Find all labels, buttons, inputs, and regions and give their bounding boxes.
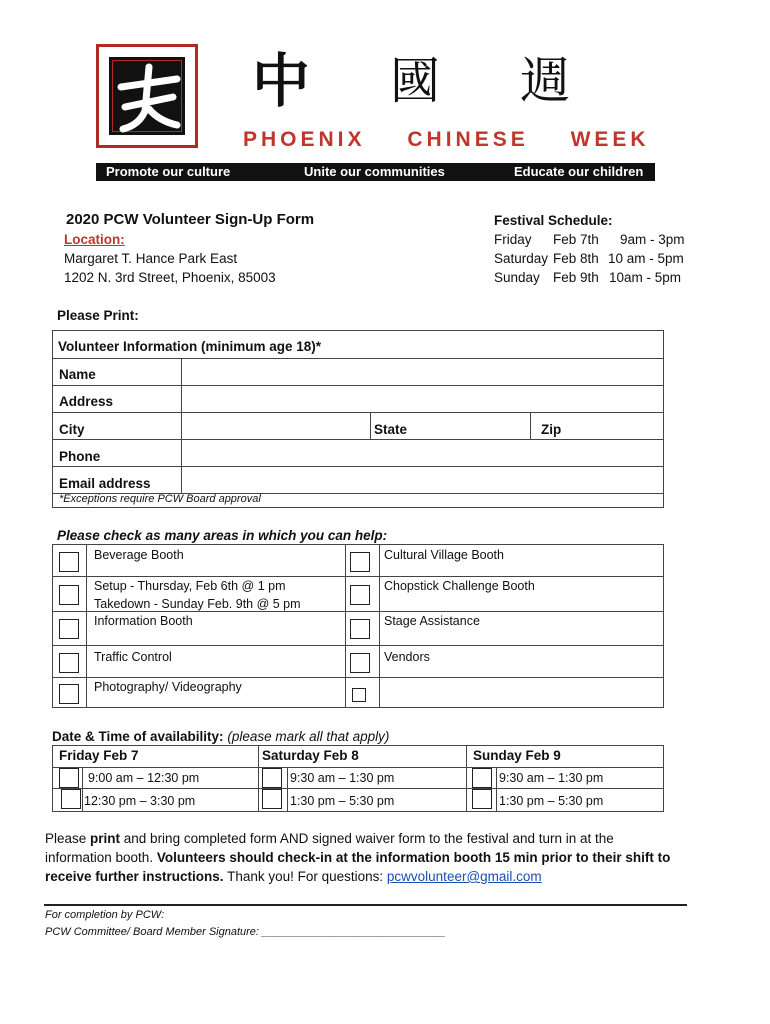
address-label: Address xyxy=(59,394,114,409)
schedule-time: 10 am - 5pm xyxy=(608,251,684,266)
checkbox-sat-slot-1[interactable] xyxy=(262,768,282,788)
schedule-time: 10am - 5pm xyxy=(609,270,682,285)
area-vendors: Vendors xyxy=(384,650,430,664)
form-title: 2020 PCW Volunteer Sign-Up Form xyxy=(66,211,315,228)
day-sunday: Sunday Feb 9 xyxy=(473,748,561,763)
name-field[interactable] xyxy=(182,358,662,384)
address-field[interactable] xyxy=(182,385,662,411)
brand-word-phoenix: PHOENIX xyxy=(243,128,366,151)
area-cultural-village: Cultural Village Booth xyxy=(384,548,504,562)
glyph-guo: 國 xyxy=(390,52,440,110)
availability-heading xyxy=(52,729,389,744)
slot-sat-1: 9:30 am – 1:30 pm xyxy=(290,771,395,785)
schedule-time: 9am - 3pm xyxy=(620,232,685,247)
area-chopstick-challenge: Chopstick Challenge Booth xyxy=(384,579,535,593)
day-saturday: Saturday Feb 8 xyxy=(262,748,359,763)
checkbox-sun-slot-2[interactable] xyxy=(472,789,492,809)
checkbox-fri-slot-2[interactable] xyxy=(61,789,81,809)
availability-title: Date & Time of availability: xyxy=(52,729,224,744)
schedule-date: Feb 9th xyxy=(553,270,599,285)
checkbox-vendors[interactable] xyxy=(350,653,370,673)
schedule-title: Festival Schedule: xyxy=(494,213,613,228)
checkbox-fri-slot-1[interactable] xyxy=(59,768,79,788)
area-stage-assistance: Stage Assistance xyxy=(384,614,480,628)
checkbox-setup-takedown[interactable] xyxy=(59,585,79,605)
pcw-logo xyxy=(96,44,198,148)
city-label: City xyxy=(59,422,85,437)
logo-glyph-icon xyxy=(111,59,185,135)
checkbox-stage-assistance[interactable] xyxy=(350,619,370,639)
email-field[interactable] xyxy=(182,466,662,492)
phone-field[interactable] xyxy=(182,439,662,465)
slot-fri-1: 9:00 am – 12:30 pm xyxy=(88,771,200,785)
checkbox-cultural-village[interactable] xyxy=(350,552,370,572)
name-label: Name xyxy=(59,367,96,382)
schedule-date: Feb 8th xyxy=(553,251,599,266)
volunteer-email-link[interactable]: pcwvolunteer@gmail.com xyxy=(386,869,542,884)
footer-divider xyxy=(44,904,687,906)
checkbox-beverage-booth[interactable] xyxy=(59,552,79,572)
schedule-day: Saturday xyxy=(494,251,549,266)
city-field[interactable] xyxy=(182,412,369,438)
schedule-date: Feb 7th xyxy=(553,232,599,247)
tagline-communities: Unite our communities xyxy=(304,164,445,179)
area-beverage-booth: Beverage Booth xyxy=(94,548,184,562)
location-line-2: 1202 N. 3rd Street, Phoenix, 85003 xyxy=(64,270,276,285)
footer-completion-label: For completion by PCW: xyxy=(45,909,165,921)
slot-sun-1: 9:30 am – 1:30 pm xyxy=(499,771,604,785)
areas-title: Please check as many areas in which you can help: xyxy=(57,528,388,543)
schedule-day: Sunday xyxy=(494,270,540,285)
logo-emblem xyxy=(109,57,185,135)
footer-signature-line: PCW Committee/ Board Member Signature: ______________________________ xyxy=(45,926,446,938)
email-label: Email address xyxy=(59,476,151,491)
glyph-zhou: 週 xyxy=(520,52,570,110)
please-print-label: Please Print: xyxy=(57,308,139,323)
area-photography: Photography/ Videography xyxy=(94,680,242,694)
brand-name xyxy=(243,128,682,152)
location-line-1: Margaret T. Hance Park East xyxy=(64,251,238,266)
area-takedown: Takedown - Sunday Feb. 9th @ 5 pm xyxy=(94,597,301,611)
checkbox-information-booth[interactable] xyxy=(59,619,79,639)
exceptions-note: *Exceptions require PCW Board approval xyxy=(59,493,261,505)
brand-word-week: WEEK xyxy=(570,128,650,151)
slot-fri-2: 12:30 pm – 3:30 pm xyxy=(84,794,196,808)
instructions-line-2: information booth. Volunteers should check-in at the information booth 15 min prior to their shift to xyxy=(45,850,671,865)
area-setup: Setup - Thursday, Feb 6th @ 1 pm xyxy=(94,579,286,593)
phone-label: Phone xyxy=(59,449,101,464)
brand-word-chinese: CHINESE xyxy=(407,128,529,151)
checkbox-photography[interactable] xyxy=(59,684,79,704)
state-label: State xyxy=(374,422,408,437)
checkbox-sun-slot-1[interactable] xyxy=(472,768,492,788)
slot-sun-2: 1:30 pm – 5:30 pm xyxy=(499,794,604,808)
zip-label: Zip xyxy=(541,422,562,437)
instructions-line-1: Please print and bring completed form AND signed waiver form to the festival and turn in at the xyxy=(45,831,614,846)
glyph-zhong: 中 xyxy=(252,47,311,115)
slot-sat-2: 1:30 pm – 5:30 pm xyxy=(290,794,395,808)
checkbox-chopstick-challenge[interactable] xyxy=(350,585,370,605)
location-label: Location: xyxy=(64,232,125,247)
instructions-line-3: receive further instructions. Thank you! For questions: pcwvolunteer@gmail.com xyxy=(45,869,542,884)
tagline-children: Educate our children xyxy=(514,164,644,179)
area-traffic-control: Traffic Control xyxy=(94,650,172,664)
checkbox-traffic-control[interactable] xyxy=(59,653,79,673)
volunteer-info-header: Volunteer Information (minimum age 18)* xyxy=(58,339,322,354)
checkbox-sat-slot-2[interactable] xyxy=(262,789,282,809)
day-friday: Friday Feb 7 xyxy=(59,748,139,763)
tagline-banner xyxy=(96,163,655,181)
tagline-culture: Promote our culture xyxy=(106,164,231,179)
area-information-booth: Information Booth xyxy=(94,614,193,628)
availability-subtitle: (please mark all that apply) xyxy=(227,729,390,744)
checkbox-other[interactable] xyxy=(352,688,366,702)
schedule-day: Friday xyxy=(494,232,532,247)
